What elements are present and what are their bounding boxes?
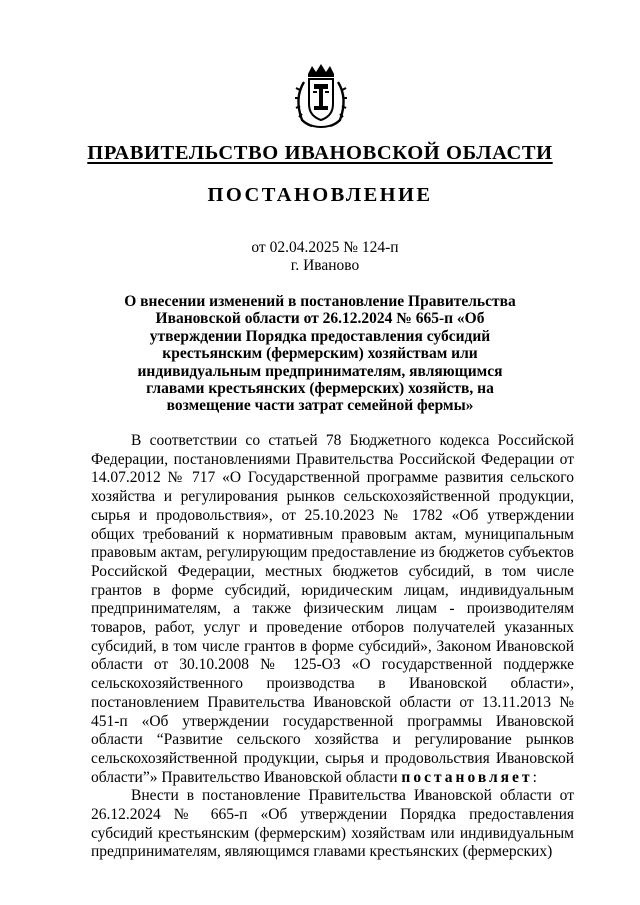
government-name: ПРАВИТЕЛЬСТВО ИВАНОВСКОЙ ОБЛАСТИ bbox=[87, 142, 553, 164]
document-type-heading: ПОСТАНОВЛЕНИЕ bbox=[207, 184, 433, 206]
document-subject-title: О внесении изменений в постановление Правительства Ивановской области от 26.12.2024 № 665-п «Об утверждении Порядка предоставления субсидий крестьянским (фермерским) хозяйствам или индивидуальным предпринимателям, являющимся главами крестьянских (фермерских) хозяйств, на возмещение части затрат семейной фермы» bbox=[124, 293, 516, 415]
body-paragraph-1 bbox=[91, 432, 574, 787]
document-body bbox=[91, 432, 574, 862]
document-city: г. Иваново bbox=[290, 257, 360, 274]
document-meta bbox=[0, 239, 640, 275]
resolves-keyword: постановляет bbox=[401, 768, 533, 786]
paragraph-1-text: В соответствии со статьей 78 Бюджетного кодекса Российской Федерации, постановлениями Правительства Российской Федерации от 14.07.2012 № 717 «О Государственной программе развития сельского хозяйства и регулирования рынков сельскохозяйственной продукции, сырья и продовольствия», от 25.10.2023 № 1782 «Об утверждении общих требований к нормативным правовым актам, муниципальным правовым актам, регулирующим предоставление из бюджетов субъектов Российской Федерации, местных бюджетов субсидий, в том числе грантов в форме субсидий, юридическим лицам, индивидуальным предпринимателям, а также физическим лицам - производителям товаров, работ, услуг и проведение отборов получателей указанных субсидий, в том числе грантов в форме субсидий», Законом Ивановской области от 30.10.2008 № 125-ОЗ «О государственной поддержке сельскохозяйственного производства в Ивановской области», постановлением Правительства Ивановской области от 13.11.2013 № 451-п «Об утверждении государственной программы Ивановской области “Развитие сельского хозяйства и регулирование рынков сельскохозяйственной продукции, сырья и продовольствия Ивановской области”» Правительство Ивановской области bbox=[91, 432, 574, 786]
body-paragraph-2: Внести в постановление Правительства Ивановской области от 26.12.2024 № 665-п «Об утверждении Порядка предоставления субсидий крестьянским (фермерским) хозяйствам или индивидуальным предпринимателям, являющимся главами крестьянских (фермерских) bbox=[91, 787, 574, 861]
paragraph-1-end: : bbox=[532, 768, 537, 786]
ivanovo-coat-of-arms-icon bbox=[290, 62, 352, 130]
document-date-number: от 02.04.2025 № 124-п bbox=[251, 239, 399, 256]
